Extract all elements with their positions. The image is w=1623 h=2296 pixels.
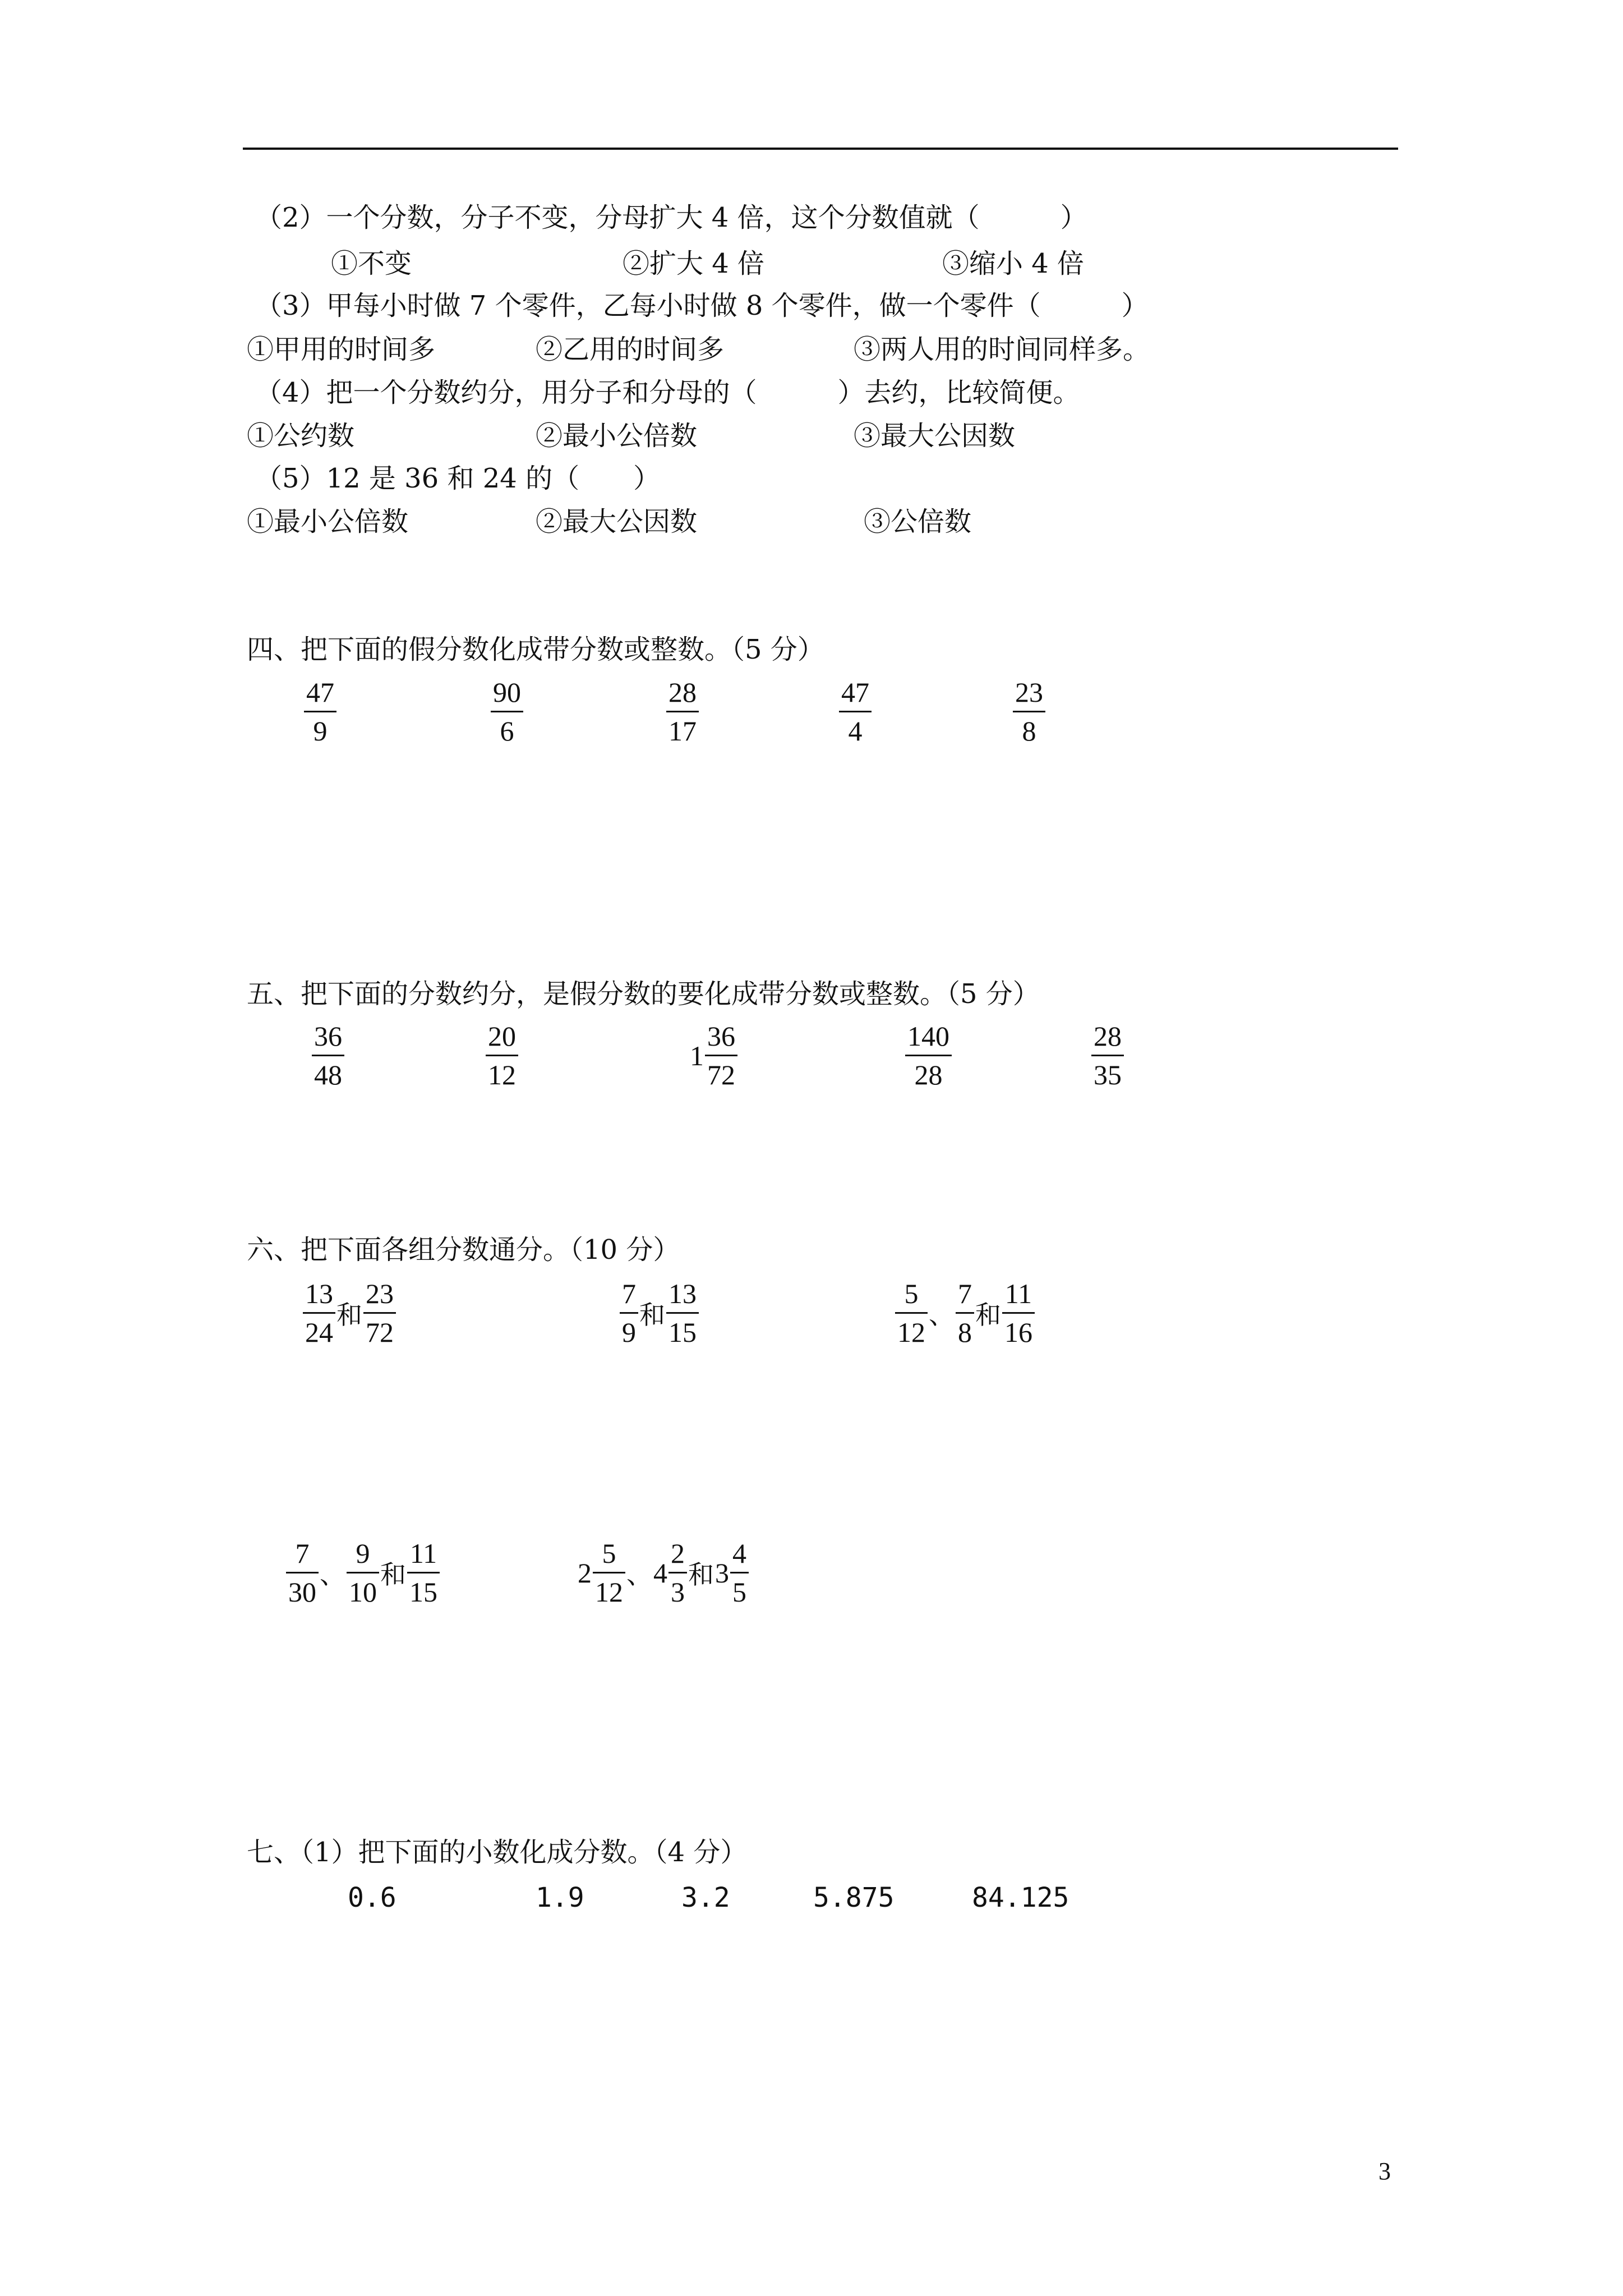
group-5-mixed-fractions: 2 $\frac{5}{12}$ 、 4 $\frac{2}{3}$ 和 3 $\frac{4}{5}$: [578, 1537, 749, 1608]
decimal-5: 84.125: [972, 1882, 1069, 1913]
q3-option-2: ②乙用的时间多: [536, 334, 725, 365]
fraction-47-4: 47 4: [839, 676, 872, 747]
q2-option-3: ③缩小 4 倍: [942, 248, 1085, 279]
decimal-4: 5.875: [813, 1882, 895, 1913]
page-number: 3: [1378, 2157, 1391, 2185]
q2-option-1: ①不变: [331, 248, 412, 279]
fraction-140-28: 140 28: [905, 1020, 952, 1091]
fraction-20-12: 20 12: [486, 1020, 518, 1091]
question-5-text: （5）12 是 36 和 24 的（ ）: [255, 463, 661, 494]
section-6-title: 六、把下面各组分数通分。（10 分）: [247, 1234, 680, 1266]
decimal-3: 3.2: [681, 1882, 730, 1913]
question-4-text: （4）把一个分数约分，用分子和分母的（ ）去约，比较简便。: [255, 377, 1080, 408]
section-4-title: 四、把下面的假分数化成带分数或整数。（5 分）: [247, 634, 824, 665]
fraction-28-35: 28 35: [1091, 1020, 1124, 1091]
group-1-fractions: $\frac{13}{24}$ 和 $\frac{23}{72}$: [303, 1277, 396, 1349]
section-5-title: 五、把下面的分数约分，是假分数的要化成带分数或整数。（5 分）: [247, 978, 1040, 1010]
q5-option-2: ②最大公因数: [536, 506, 698, 537]
q4-option-3: ③最大公因数: [854, 420, 1016, 452]
q5-option-1: ①最小公倍数: [247, 506, 409, 537]
fraction-90-6: 90 6: [491, 676, 523, 747]
question-3-text: （3）甲每小时做 7 个零件，乙每小时做 8 个零件，做一个零件（ ）: [255, 290, 1149, 321]
q3-option-3: ③两人用的时间同样多。: [854, 334, 1150, 365]
mixed-fraction-1-36-72: 1 $\frac{36}{72}$: [690, 1020, 737, 1091]
group-3-fractions: $\frac{5}{12}$ 、 $\frac{7}{8}$ 和 $\frac{11}{16}$: [895, 1277, 1035, 1349]
group-4-fractions: $\frac{7}{30}$ 、 $\frac{9}{10}$ 和 $\frac{11}{15}$: [286, 1537, 440, 1608]
q4-option-1: ①公约数: [247, 420, 355, 452]
fraction-23-8: 23 8: [1013, 676, 1045, 747]
header-rule: [243, 148, 1398, 150]
q4-option-2: ②最小公倍数: [536, 420, 698, 452]
fraction-36-48: 36 48: [312, 1020, 344, 1091]
fraction-47-9: 47 9: [304, 676, 336, 747]
group-2-fractions: $\frac{7}{9}$ 和 $\frac{13}{15}$: [620, 1277, 699, 1349]
question-2-text: （2）一个分数，分子不变，分母扩大 4 倍，这个分数值就（ ）: [255, 202, 1087, 233]
q5-option-3: ③公倍数: [864, 506, 972, 537]
fraction-28-17: 28 17: [666, 676, 699, 747]
section-7-title: 七、（1）把下面的小数化成分数。（4 分）: [247, 1837, 748, 1868]
q3-option-1: ①甲用的时间多: [247, 334, 436, 365]
decimal-2: 1.9: [536, 1882, 584, 1913]
q2-option-2: ②扩大 4 倍: [623, 248, 765, 279]
decimal-1: 0.6: [348, 1882, 396, 1913]
